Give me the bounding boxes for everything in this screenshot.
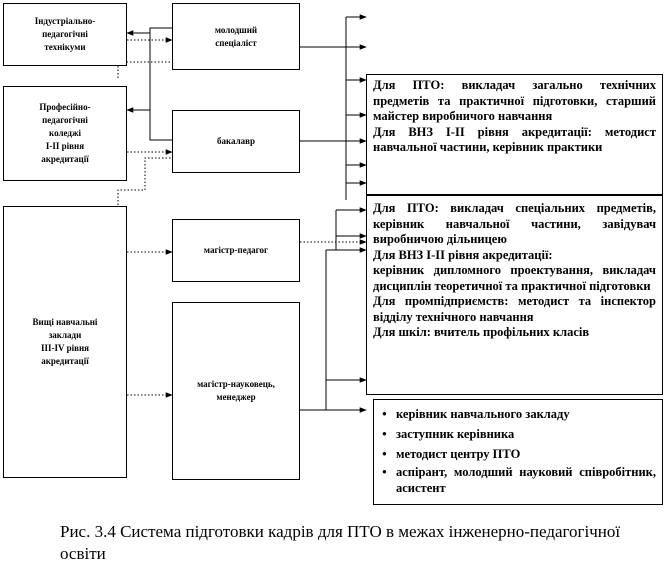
master-pedagogue-position-pto: Для ПТО: викладач спеціальних предметів, керівник навчальної частини, завідувач виробничою дільницею [373, 201, 656, 246]
professional-pedagogical-college-box [3, 86, 127, 181]
junior-specialist-box [172, 3, 300, 70]
bachelor-position-university: Для ВНЗ І-ІІ рівня акредитації: методист навчальної частини, керівник практики [373, 124, 656, 154]
master-pedagogue-label: магістр-педагог [203, 245, 269, 255]
master-researcher-position: ● керівник навчального закладу [380, 404, 656, 424]
master-researcher-position: ● аспірант, молодший науковий співробітник, асистент [380, 464, 656, 496]
bachelor-positions-box [366, 74, 663, 195]
master-researcher-positions-box [373, 399, 663, 505]
professional-pedagogical-college-label: Професійно- педагогічні коледжі І-ІІ рівня акредитації [39, 102, 91, 164]
master-pedagogue-position-university-heading: Для ВНЗ І-ІІ рівня акредитації: [373, 247, 553, 262]
bachelor-position-pto: Для ПТО: викладач загально технічних предметів та практичної підготовки, старший майстер виробничого навчання [373, 78, 656, 123]
master-pedagogue-position-industry: Для промпідприємств: методист та інспектор відділу технічного навчання [373, 294, 656, 324]
master-pedagogue-box [172, 219, 300, 282]
industrial-technical-school-box [3, 3, 127, 66]
master-researcher-position: ● методист центру ПТО [380, 444, 656, 464]
figure-caption [0, 521, 666, 565]
master-researcher-label: магістр-науковець, менеджер [197, 379, 275, 402]
industrial-technical-school-label: Індустріально- педагогічні технікуми [34, 16, 96, 52]
master-pedagogue-position-schools: Для шкіл: вчитель профільних класів [373, 325, 590, 339]
figure-caption-text: Рис. 3.4 Система підготовки кадрів для ПТО в межах інженерно-педагогічної освіти [60, 522, 621, 563]
master-researcher-position: ● заступник керівника [380, 424, 656, 444]
bachelor-label: бакалавр [216, 136, 256, 146]
bachelor-box [172, 110, 300, 173]
master-researcher-box [172, 302, 300, 480]
master-pedagogue-position-university: керівник дипломного проектування, викладач дисциплін теоретичної та практичної підготовки [373, 263, 656, 293]
junior-specialist-label: молодший спеціаліст [214, 24, 258, 48]
higher-education-institutions-label: Вищі навчальні заклади ІІІ-ІV рівня акредитації [32, 317, 98, 366]
master-pedagogue-positions-box [366, 195, 663, 395]
higher-education-institutions-box [3, 206, 127, 478]
